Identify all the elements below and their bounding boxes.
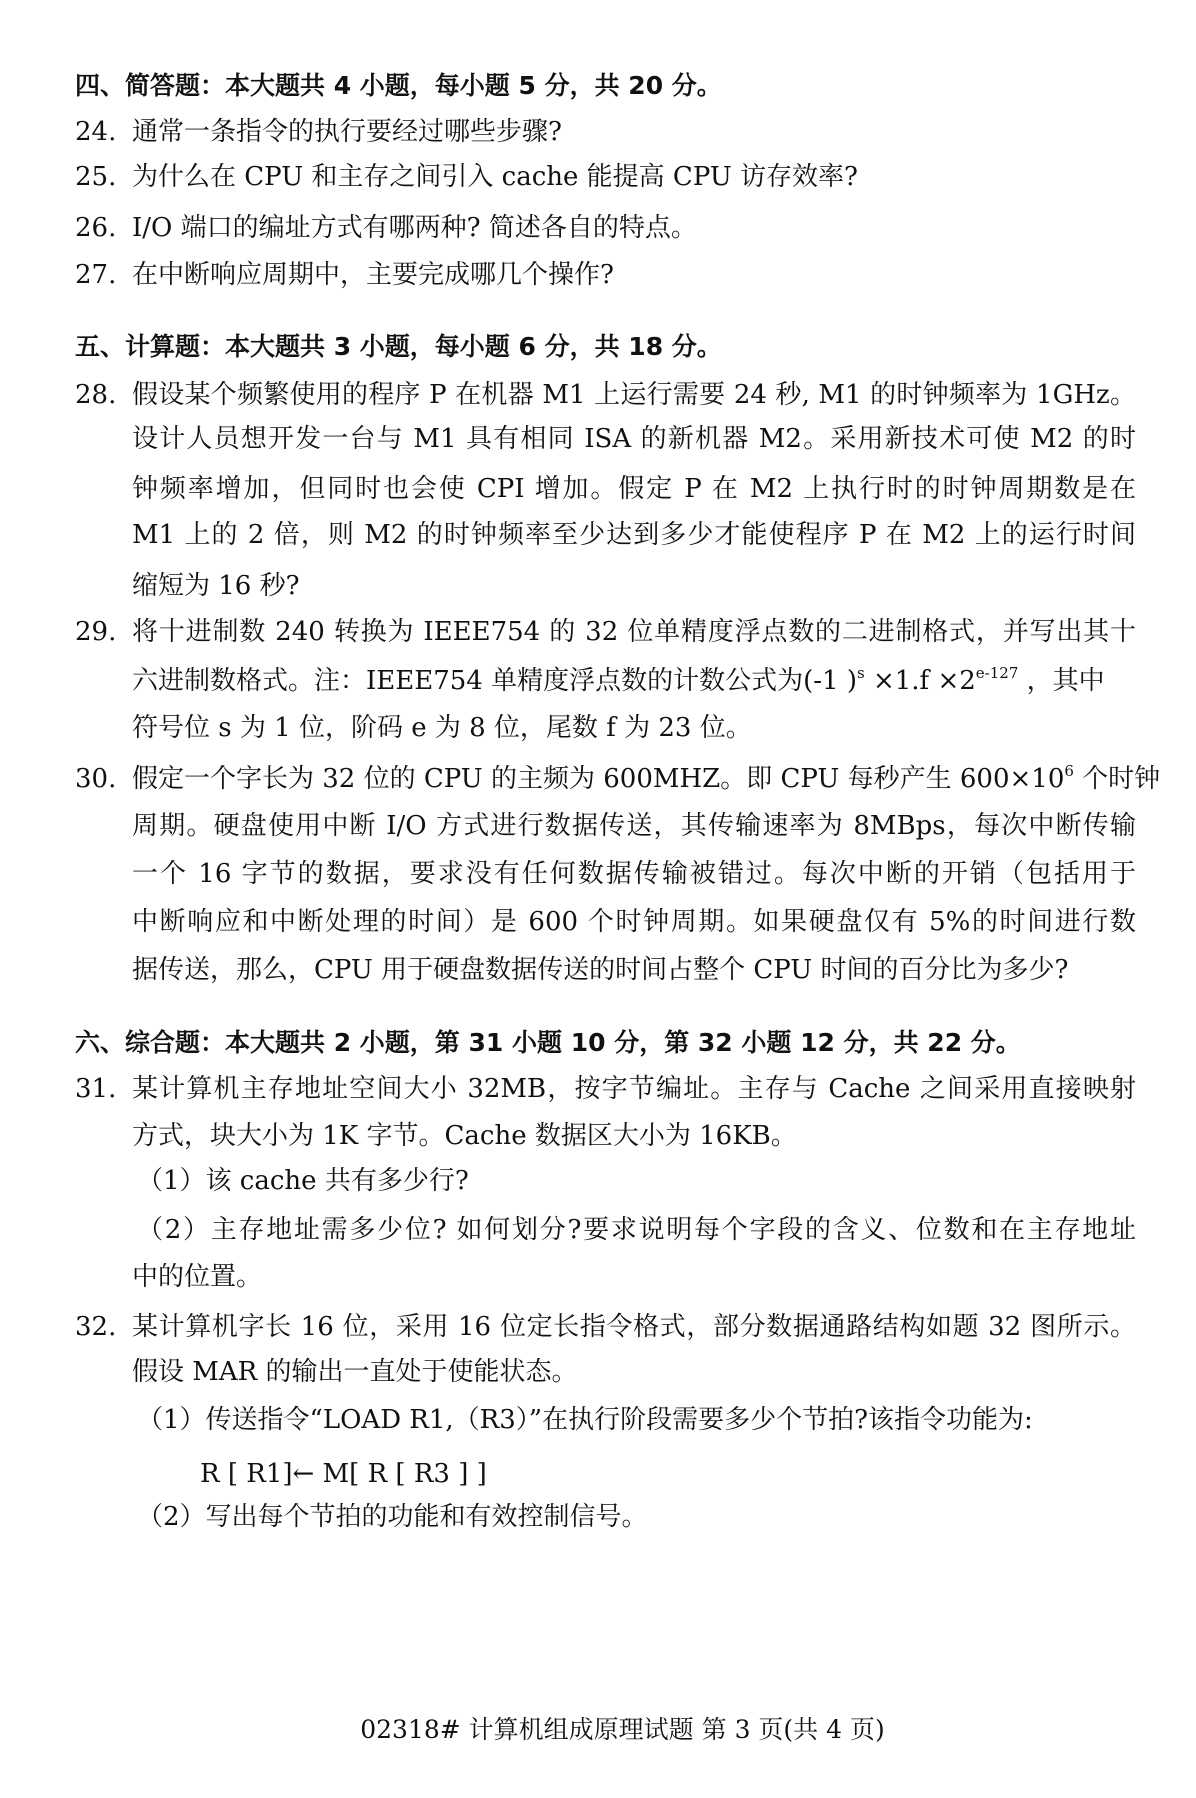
section-header-comprehensive: 六、综合题：本大题共 2 小题，第 31 小题 10 分，第 32 小题 12 分，共 22 分。 [75, 1028, 1021, 1057]
sub-question: （1）该 cache 共有多少行? [137, 1166, 469, 1196]
question-text: 将十进制数 240 转换为 IEEE754 的 32 位单精度浮点数的二进制格式，并写出其十 [132, 617, 1136, 647]
sub-question: （2）写出每个节拍的功能和有效控制信号。 [137, 1502, 648, 1532]
question-text: 假定一个字长为 32 位的 CPU 的主频为 600MHZ。即 CPU 每秒产生 $600\times 10^6$ 个时钟 [132, 762, 1161, 794]
register-transfer-formula: R [ R1]← M[ R [ R3 ] ] [200, 1459, 487, 1489]
question-text: M1 上的 2 倍，则 M2 的时钟频率至少达到多少才能使程序 P 在 M2 上的运行时间 [132, 520, 1136, 550]
formula-intro: 六进制数格式。注：IEEE754 单精度浮点数的计数公式为 [132, 666, 804, 696]
question-text: 通常一条指令的执行要经过哪些步骤? [132, 117, 562, 147]
question-text: 在中断响应周期中，主要完成哪几个操作? [132, 260, 614, 290]
sub-question: （2）主存地址需多少位? 如何划分?要求说明每个字段的含义、位数和在主存地址 [137, 1215, 1136, 1245]
question-number: 31. [75, 1074, 117, 1104]
question-text: 为什么在 CPU 和主存之间引入 cache 能提高 CPU 访存效率? [132, 162, 858, 192]
question-text [132, 664, 1105, 698]
question-number: 25. [75, 162, 117, 192]
question-text: 假设 MAR 的输出一直处于使能状态。 [132, 1357, 578, 1387]
sub-question: 中的位置。 [132, 1262, 263, 1292]
question-number: 26. [75, 213, 117, 243]
question-text: 符号位 s 为 1 位，阶码 e 为 8 位，尾数 f 为 23 位。 [132, 713, 752, 743]
section-header-short-answer: 四、简答题：本大题共 4 小题，每小题 5 分，共 20 分。 [75, 71, 722, 100]
question-text: 方式，块大小为 1K 字节。Cache 数据区大小为 16KB。 [132, 1121, 797, 1151]
section-header-calculation: 五、计算题：本大题共 3 小题，每小题 6 分，共 18 分。 [75, 332, 722, 361]
question-text: 某计算机字长 16 位，采用 16 位定长指令格式，部分数据通路结构如题 32 图所示。 [132, 1312, 1136, 1342]
question-number: 24. [75, 117, 117, 147]
question-text: 钟频率增加，但同时也会使 CPI 增加。假定 P 在 M2 上执行时的时钟周期数是在 [132, 474, 1136, 504]
question-text: 某计算机主存地址空间大小 32MB，按字节编址。主存与 Cache 之间采用直接映射 [132, 1074, 1136, 1104]
question-text: 缩短为 16 秒? [132, 571, 300, 601]
page-footer: 02318# 计算机组成原理试题 第 3 页(共 4 页) [360, 1715, 885, 1744]
question-text: I/O 端口的编址方式有哪两种? 简述各自的特点。 [132, 213, 697, 243]
question-text: 周期。硬盘使用中断 I/O 方式进行数据传送，其传输速率为 8MBps，每次中断传输 [132, 811, 1136, 841]
question-text: 假设某个频繁使用的程序 P 在机器 M1 上运行需要 24 秒, M1 的时钟频率为 1GHz。 [132, 380, 1136, 410]
question-number: 27. [75, 260, 117, 290]
question-number: 30. [75, 764, 117, 794]
question-text: 设计人员想开发一台与 M1 具有相同 ISA 的新机器 M2。采用新技术可使 M2 的时 [132, 424, 1136, 454]
question-text: 一个 16 字节的数据，要求没有任何数据传输被错过。每次中断的开销（包括用于 [132, 859, 1136, 889]
question-number: 32. [75, 1312, 117, 1342]
question-number: 28. [75, 380, 117, 410]
sub-question: （1）传送指令“LOAD R1,（R3）”在执行阶段需要多少个节拍?该指令功能为: [137, 1405, 1033, 1435]
ieee754-formula: (-1 )$^s \times 1.f \times 2^{e-127}$ ，其中 [803, 664, 1105, 696]
question-number: 29. [75, 617, 117, 647]
question-text: 据传送，那么，CPU 用于硬盘数据传送的时间占整个 CPU 时间的百分比为多少? [132, 955, 1069, 985]
question-text: 中断响应和中断处理的时间）是 600 个时钟周期。如果硬盘仅有 5%的时间进行数 [132, 907, 1136, 937]
